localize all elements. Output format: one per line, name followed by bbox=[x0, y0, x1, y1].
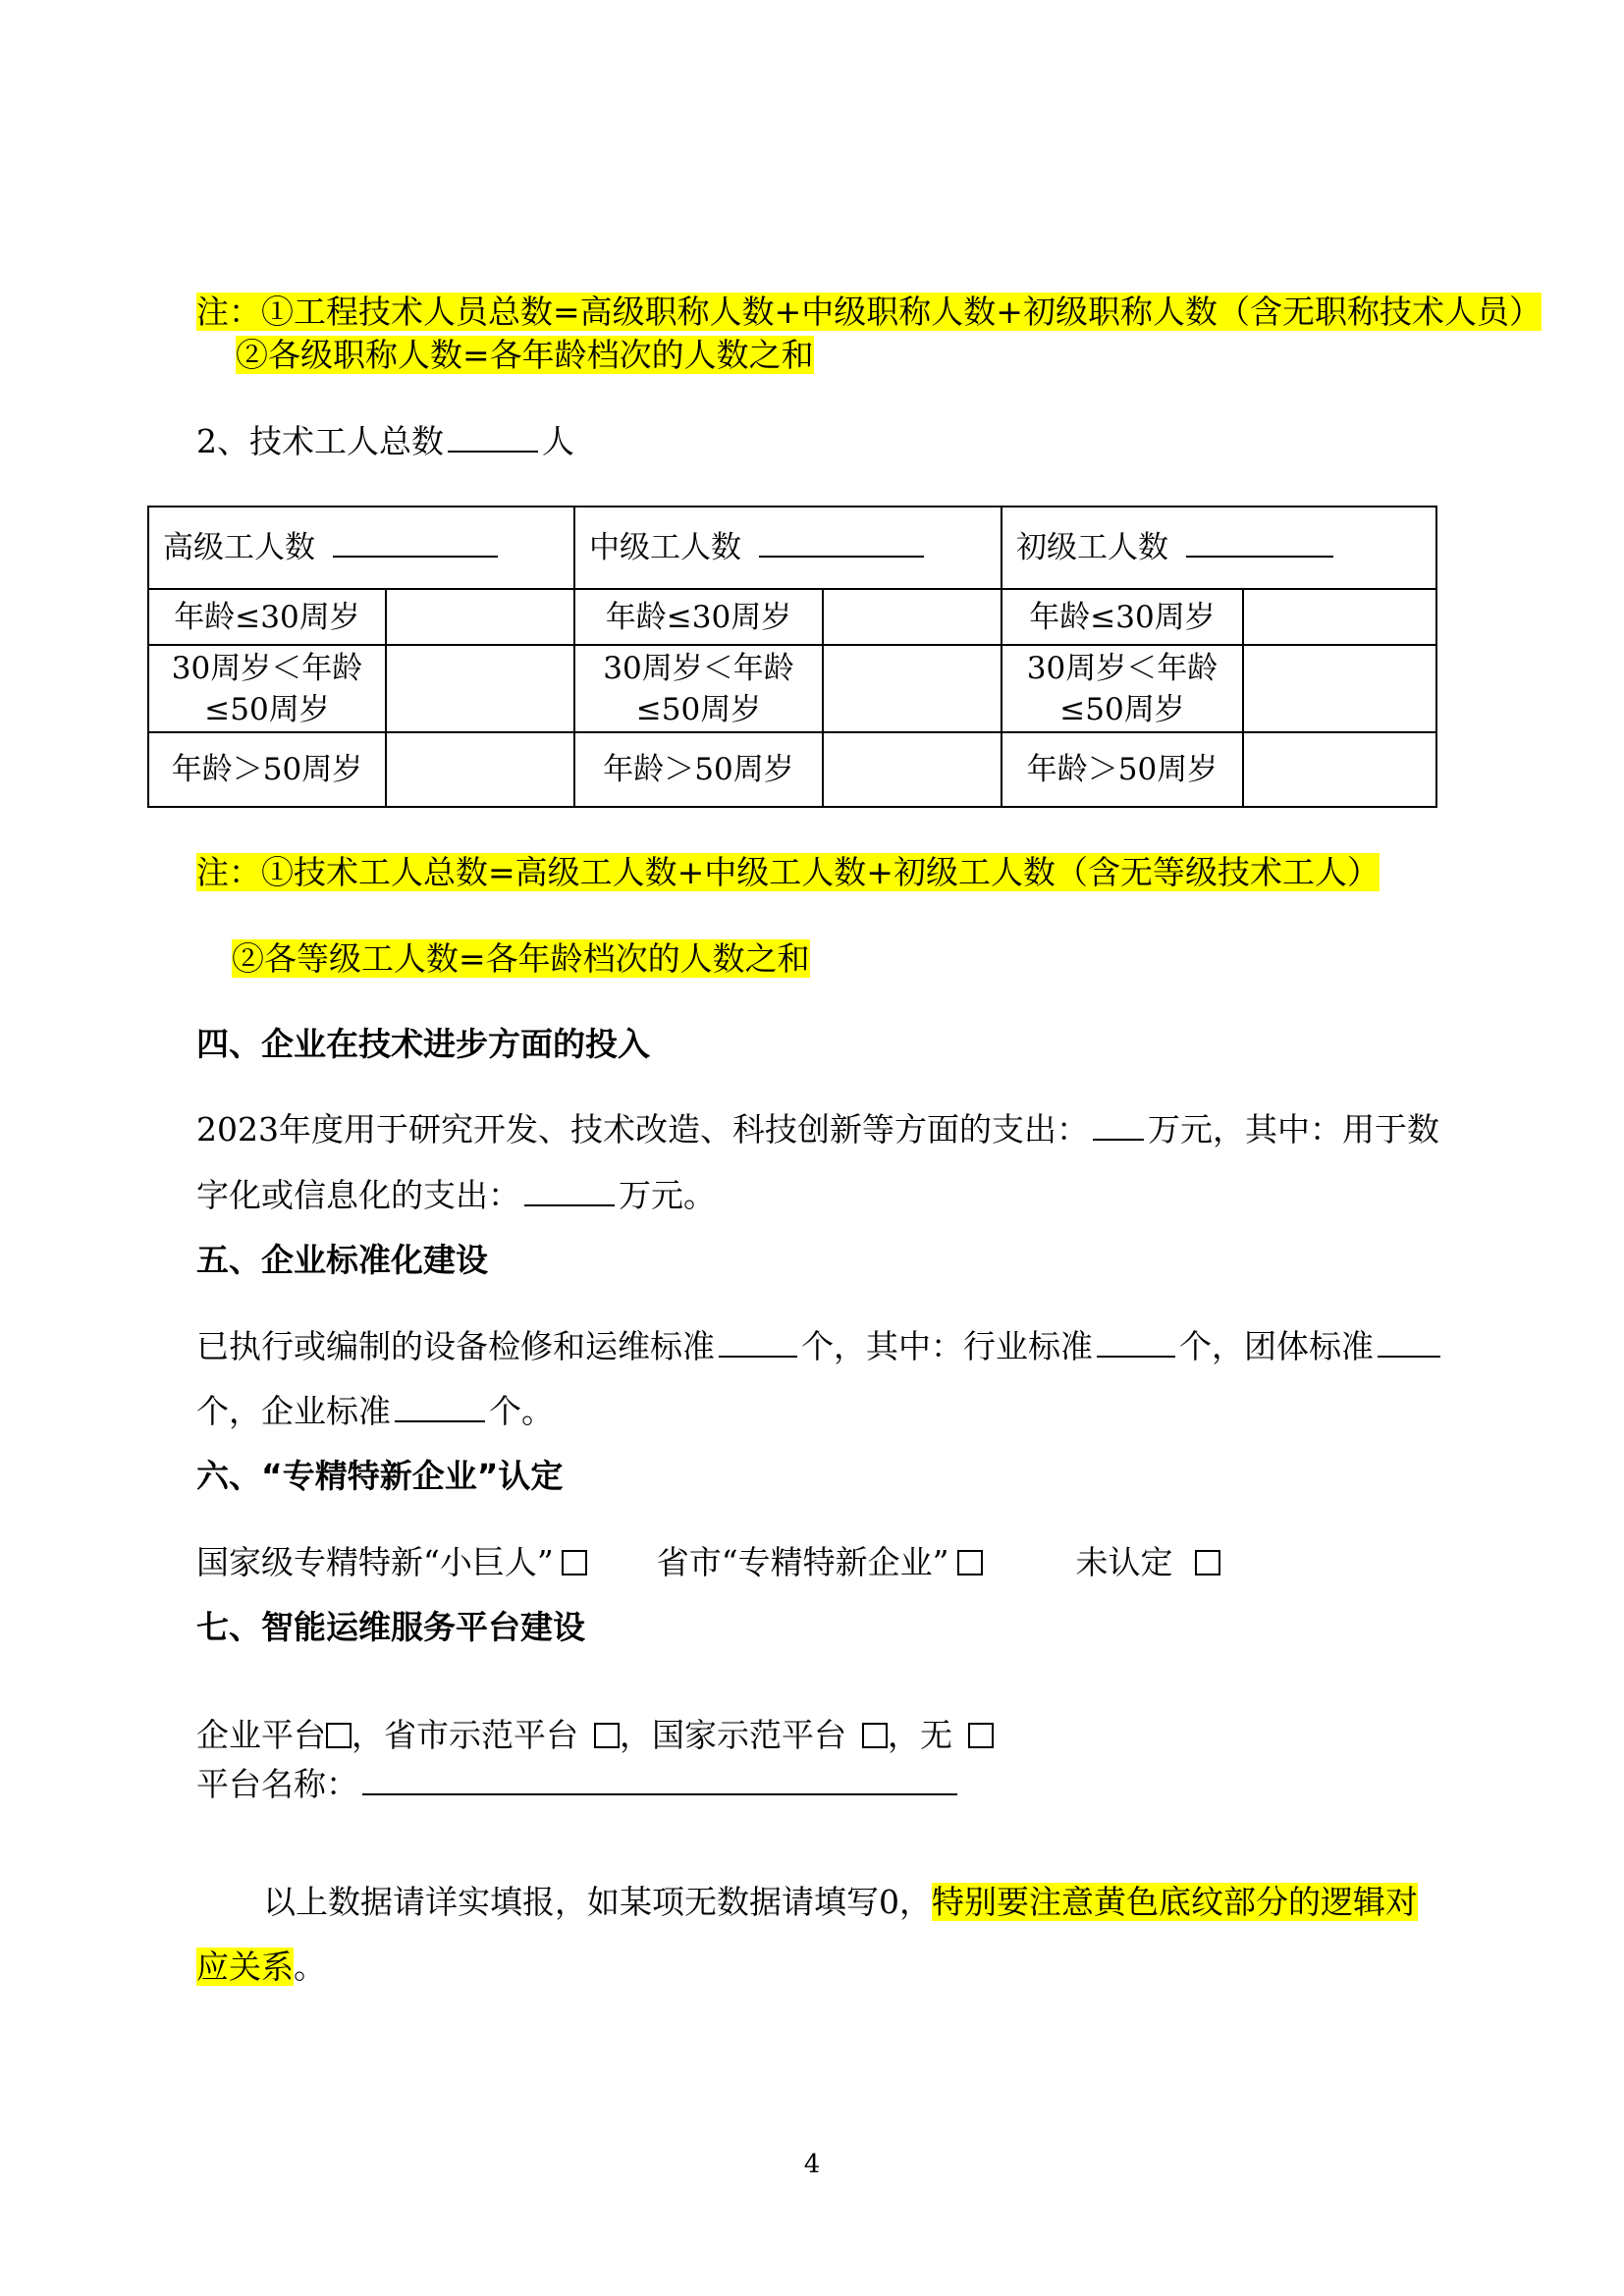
junior-workers-header: 初级工人数 bbox=[1001, 507, 1436, 589]
section5-title: 五、企业标准化建设 bbox=[196, 1241, 488, 1279]
value-cell[interactable] bbox=[823, 645, 1001, 732]
section4-line2: 字化或信息化的支出： 万元。 bbox=[196, 1176, 716, 1214]
not-certified-checkbox[interactable] bbox=[1195, 1550, 1220, 1575]
group-standard-blank[interactable] bbox=[1378, 1326, 1440, 1358]
national-demo-platform-checkbox[interactable] bbox=[862, 1723, 888, 1748]
value-cell[interactable] bbox=[1243, 645, 1436, 732]
age-label: 30周岁＜年龄 ≤50周岁 bbox=[148, 645, 386, 732]
section5-line2: 个，企业标准 个。 bbox=[196, 1392, 554, 1430]
industry-standard-blank[interactable] bbox=[1097, 1326, 1175, 1358]
value-cell[interactable] bbox=[823, 589, 1001, 645]
note2-line1: 注：①技术工人总数=高级工人数+中级工人数+初级工人数（含无等级技术工人） bbox=[196, 853, 1380, 891]
rd-expense-blank[interactable] bbox=[1093, 1109, 1144, 1141]
value-cell[interactable] bbox=[823, 732, 1001, 807]
technical-workers-total-blank[interactable] bbox=[448, 421, 538, 453]
platform-name-blank[interactable] bbox=[362, 1764, 957, 1795]
digital-expense-blank[interactable] bbox=[524, 1175, 615, 1206]
value-cell[interactable] bbox=[386, 589, 574, 645]
page-number: 4 bbox=[803, 2150, 821, 2179]
value-cell[interactable] bbox=[1243, 732, 1436, 807]
senior-workers-header: 高级工人数 bbox=[148, 507, 574, 589]
standards-total-blank[interactable] bbox=[719, 1326, 797, 1358]
note1-line2: ②各级职称人数=各年龄档次的人数之和 bbox=[236, 336, 814, 374]
no-platform-checkbox[interactable] bbox=[968, 1723, 994, 1748]
note2-line2: ②各等级工人数=各年龄档次的人数之和 bbox=[232, 939, 810, 978]
note1-line1: 注：①工程技术人员总数=高级职称人数+中级职称人数+初级职称人数（含无职称技术人员） bbox=[196, 293, 1542, 331]
senior-workers-blank[interactable] bbox=[333, 528, 498, 558]
section7-options: 企业平台 ，省市示范平台 ，国家示范平台 ，无 bbox=[196, 1714, 994, 1757]
age-label: 年龄≤30周岁 bbox=[574, 589, 823, 645]
provincial-demo-platform-checkbox[interactable] bbox=[594, 1723, 620, 1748]
section7-title: 七、智能运维服务平台建设 bbox=[196, 1608, 585, 1646]
section4-title: 四、企业在技术进步方面的投入 bbox=[196, 1025, 650, 1063]
technical-workers-total: 2、技术工人总数 人 bbox=[196, 422, 574, 460]
workers-table bbox=[147, 506, 1437, 808]
value-cell[interactable] bbox=[386, 732, 574, 807]
table-row bbox=[148, 645, 1436, 732]
age-label: 年龄≤30周岁 bbox=[148, 589, 386, 645]
age-label: 30周岁＜年龄 ≤50周岁 bbox=[1001, 645, 1243, 732]
age-label: 年龄＞50周岁 bbox=[574, 732, 823, 807]
section4-line1: 2023年度用于研究开发、技术改造、科技创新等方面的支出： 万元，其中：用于数 bbox=[196, 1110, 1439, 1148]
platform-name-row: 平台名称： bbox=[196, 1763, 961, 1806]
table-row bbox=[148, 507, 1436, 589]
intermediate-workers-blank[interactable] bbox=[759, 528, 924, 558]
table-row bbox=[148, 589, 1436, 645]
closing-line1: 以上数据请详实填报，如某项无数据请填写0，特别要注意黄色底纹部分的逻辑对 bbox=[263, 1883, 1418, 1921]
value-cell[interactable] bbox=[386, 645, 574, 732]
section6-title: 六、“专精特新企业”认定 bbox=[196, 1457, 564, 1495]
age-label: 30周岁＜年龄 ≤50周岁 bbox=[574, 645, 823, 732]
closing-line2: 应关系。 bbox=[196, 1948, 326, 1986]
age-label: 年龄≤30周岁 bbox=[1001, 589, 1243, 645]
junior-workers-blank[interactable] bbox=[1186, 528, 1333, 558]
enterprise-platform-checkbox[interactable] bbox=[326, 1723, 352, 1748]
age-label: 年龄＞50周岁 bbox=[148, 732, 386, 807]
value-cell[interactable] bbox=[1243, 589, 1436, 645]
intermediate-workers-header: 中级工人数 bbox=[574, 507, 1001, 589]
provincial-specialized-checkbox[interactable] bbox=[957, 1550, 983, 1575]
section6-options: 国家级专精特新“小巨人” 省市“专精特新企业” 未认定 bbox=[196, 1541, 1220, 1584]
age-label: 年龄＞50周岁 bbox=[1001, 732, 1243, 807]
national-little-giant-checkbox[interactable] bbox=[562, 1550, 587, 1575]
enterprise-standard-blank[interactable] bbox=[395, 1391, 485, 1422]
section5-line1: 已执行或编制的设备检修和运维标准 个，其中：行业标准 个，团体标准 bbox=[196, 1325, 1444, 1368]
table-row bbox=[148, 732, 1436, 807]
